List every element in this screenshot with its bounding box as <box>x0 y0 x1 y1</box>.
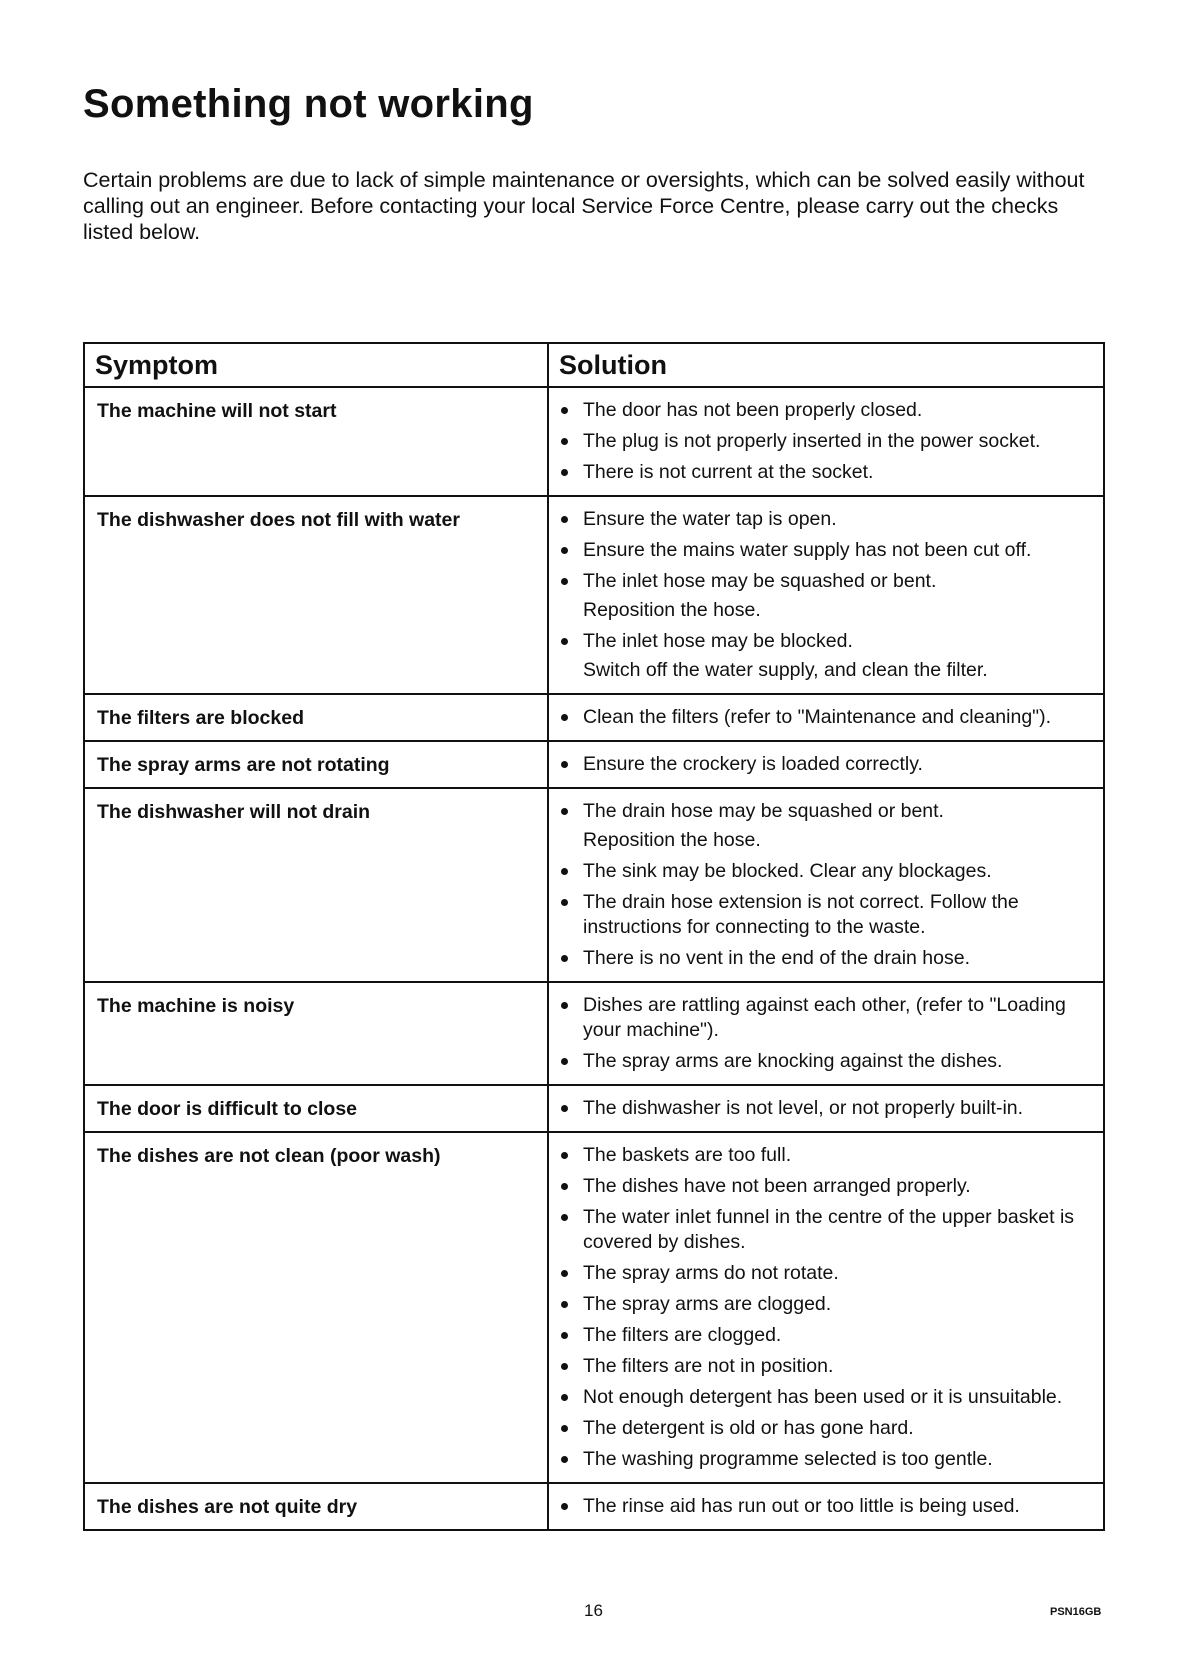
bullet-icon <box>561 438 568 445</box>
solution-item <box>557 1385 1091 1410</box>
symptom-cell: The dishes are not clean (poor wash) <box>84 1132 548 1483</box>
solution-item <box>557 799 1091 853</box>
solution-cell <box>548 694 1104 741</box>
symptom-cell: The dishwasher will not drain <box>84 788 548 982</box>
solution-text: The filters are clogged. <box>583 1324 782 1346</box>
solution-text: The drain hose may be squashed or bent. <box>583 800 944 822</box>
solution-item <box>557 1447 1091 1472</box>
solution-text: Ensure the crockery is loaded correctly. <box>583 753 923 775</box>
solution-item <box>557 993 1091 1043</box>
solution-cell <box>548 741 1104 788</box>
solution-text: The filters are not in position. <box>583 1355 834 1377</box>
table-row <box>84 982 1104 1085</box>
table-row <box>84 788 1104 982</box>
table-row <box>84 496 1104 694</box>
bullet-icon <box>561 714 568 721</box>
bullet-icon <box>561 1183 568 1190</box>
solution-text: The detergent is old or has gone hard. <box>583 1417 914 1439</box>
symptom-cell: The filters are blocked <box>84 694 548 741</box>
solution-item <box>557 1205 1091 1255</box>
solution-text: The inlet hose may be blocked. <box>583 630 853 652</box>
symptom-cell: The dishes are not quite dry <box>84 1483 548 1530</box>
symptom-cell: The dishwasher does not fill with water <box>84 496 548 694</box>
solution-header: Solution <box>548 343 1104 387</box>
bullet-icon <box>561 407 568 414</box>
solution-item <box>557 1292 1091 1317</box>
bullet-icon <box>561 761 568 768</box>
solution-text: The dishes have not been arranged properly. <box>583 1175 971 1197</box>
solution-item <box>557 1494 1091 1519</box>
solution-list <box>557 752 1091 777</box>
solution-cell <box>548 982 1104 1085</box>
page-title: Something not working <box>83 82 534 126</box>
solution-cell <box>548 1085 1104 1132</box>
solution-item <box>557 1143 1091 1168</box>
page-number: 16 <box>584 1601 603 1620</box>
symptom-cell: The machine is noisy <box>84 982 548 1085</box>
bullet-icon <box>561 1058 568 1065</box>
solution-item <box>557 629 1091 683</box>
bullet-icon <box>561 1105 568 1112</box>
solution-text: Not enough detergent has been used or it is unsuitable. <box>583 1386 1063 1408</box>
solution-item <box>557 569 1091 623</box>
solution-list <box>557 1096 1091 1121</box>
table-row <box>84 1483 1104 1530</box>
symptom-cell: The machine will not start <box>84 387 548 496</box>
bullet-icon <box>561 1363 568 1370</box>
bullet-icon <box>561 1152 568 1159</box>
solution-item <box>557 398 1091 423</box>
bullet-icon <box>561 1425 568 1432</box>
solution-item <box>557 1323 1091 1348</box>
document-code: PSN16GB <box>1050 1606 1102 1618</box>
solution-item <box>557 890 1091 940</box>
solution-list <box>557 1143 1091 1472</box>
solution-text: Dishes are rattling against each other, (refer to "Loading your machine"). <box>583 994 1066 1041</box>
solution-item <box>557 1049 1091 1074</box>
bullet-icon <box>561 1456 568 1463</box>
solution-text: The door has not been properly closed. <box>583 399 923 421</box>
solution-text: There is not current at the socket. <box>583 461 874 483</box>
solution-text: The sink may be blocked. Clear any blockages. <box>583 860 992 882</box>
solution-item <box>557 752 1091 777</box>
solution-text: Clean the filters (refer to "Maintenance and cleaning"). <box>583 706 1052 728</box>
solution-text: The plug is not properly inserted in the power socket. <box>583 430 1041 452</box>
bullet-icon <box>561 1394 568 1401</box>
solution-text: The spray arms are clogged. <box>583 1293 832 1315</box>
solution-item <box>557 859 1091 884</box>
solution-item <box>557 705 1091 730</box>
bullet-icon <box>561 516 568 523</box>
bullet-icon <box>561 899 568 906</box>
intro-paragraph: Certain problems are due to lack of simple maintenance or oversights, which can be solved easily without calling out an engineer. Before contacting your local Service Force Centre, please carry out the checks listed below. <box>83 168 1085 244</box>
solution-text: The drain hose extension is not correct. Follow the instructions for connecting to the waste. <box>583 891 1019 938</box>
bullet-icon <box>561 1503 568 1510</box>
bullet-icon <box>561 1332 568 1339</box>
bullet-icon <box>561 868 568 875</box>
solution-list <box>557 705 1091 730</box>
table-row <box>84 1132 1104 1483</box>
solution-item <box>557 1261 1091 1286</box>
solution-text: There is no vent in the end of the drain hose. <box>583 947 971 969</box>
solution-text: The baskets are too full. <box>583 1144 792 1166</box>
solution-item <box>557 1096 1091 1121</box>
table-row <box>84 1085 1104 1132</box>
solution-cell <box>548 496 1104 694</box>
solution-text: The water inlet funnel in the centre of the upper basket is covered by dishes. <box>583 1206 1075 1253</box>
symptom-cell: The spray arms are not rotating <box>84 741 548 788</box>
table-row <box>84 387 1104 496</box>
bullet-icon <box>561 1301 568 1308</box>
solution-subtext: Reposition the hose. <box>583 599 761 621</box>
bullet-icon <box>561 578 568 585</box>
solution-item <box>557 429 1091 454</box>
solution-item <box>557 1354 1091 1379</box>
solution-subtext: Switch off the water supply, and clean the filter. <box>583 659 988 681</box>
solution-list <box>557 398 1091 485</box>
table-row <box>84 741 1104 788</box>
solution-item <box>557 946 1091 971</box>
solution-subtext: Reposition the hose. <box>583 829 761 851</box>
solution-list <box>557 799 1091 971</box>
solution-text: The dishwasher is not level, or not properly built-in. <box>583 1097 1024 1119</box>
solution-text: Ensure the water tap is open. <box>583 508 837 530</box>
solution-cell <box>548 1132 1104 1483</box>
table-body <box>84 387 1104 1530</box>
symptom-header: Symptom <box>84 343 548 387</box>
solution-item <box>557 460 1091 485</box>
bullet-icon <box>561 1002 568 1009</box>
table-row <box>84 694 1104 741</box>
solution-cell <box>548 1483 1104 1530</box>
solution-text: The spray arms are knocking against the dishes. <box>583 1050 1003 1072</box>
symptom-cell: The door is difficult to close <box>84 1085 548 1132</box>
solution-item <box>557 507 1091 532</box>
solution-text: The inlet hose may be squashed or bent. <box>583 570 937 592</box>
solution-cell <box>548 387 1104 496</box>
solution-list <box>557 993 1091 1074</box>
bullet-icon <box>561 955 568 962</box>
solution-item <box>557 1416 1091 1441</box>
bullet-icon <box>561 808 568 815</box>
solution-list <box>557 1494 1091 1519</box>
solution-item <box>557 538 1091 563</box>
bullet-icon <box>561 638 568 645</box>
table-header-row <box>84 343 1104 387</box>
bullet-icon <box>561 547 568 554</box>
solution-text: The rinse aid has run out or too little is being used. <box>583 1495 1020 1517</box>
bullet-icon <box>561 1214 568 1221</box>
solution-text: Ensure the mains water supply has not been cut off. <box>583 539 1032 561</box>
bullet-icon <box>561 469 568 476</box>
solution-text: The washing programme selected is too gentle. <box>583 1448 993 1470</box>
solution-cell <box>548 788 1104 982</box>
solution-item <box>557 1174 1091 1199</box>
solution-text: The spray arms do not rotate. <box>583 1262 839 1284</box>
solution-list <box>557 507 1091 683</box>
bullet-icon <box>561 1270 568 1277</box>
troubleshooting-table <box>83 342 1105 1531</box>
